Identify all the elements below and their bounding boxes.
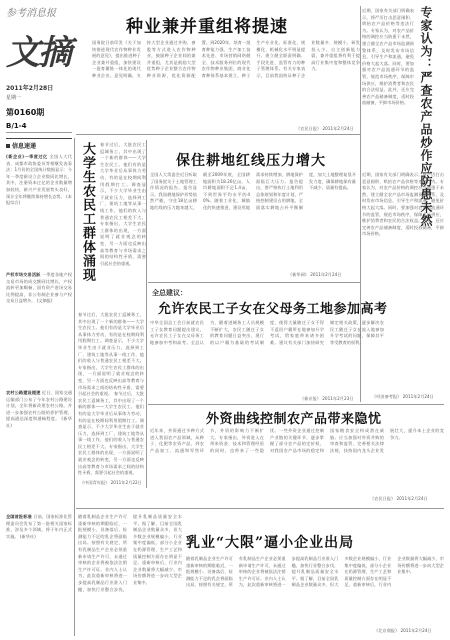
article-4-body: 全国人大常委会近日听取了国务院关于土地管理工作情况的报告。报告显示，我国耕地保护形势依然严峻，守住18亿亩耕地红线的压力越来越大。截至2009年底，全国耕地面积为18.26亿亩，人均耕地面积不足1.4亩，不到世界平均水平的40%。随着工业化、城镇化的快速推进，建设用地需求持续增加，耕地保护面临巨大压力。报告提出，要严格执行土地利用总体规划和年度计划，严格控制建设占用耕地，全面落实耕地占补平衡制度，加大土地整理复垦开发力度，确保耕地保有量不减少、质量有提高。 — [150, 172, 356, 210]
article-5-body: 中华全国总工会日前就农民工子女教育问题提出建议，允许农民工子女在父母务工地参加中考和高考。全总认为，随着进城务工人员规模不断扩大，农民工随迁子女的教育问题日益突出，现行的以户籍为基础的考试制度，使得大量随迁子女不得不返回户籍所在地参加升学考试，给家庭带来诸多困难。建议有关部门加快研究制定相关政策，逐步解决农民工随迁子女在流入地参加升学考试的问题，保障其平等受教育的权利。 — [150, 320, 384, 345]
info-box-divider — [74, 138, 75, 636]
article-5-rule — [148, 404, 444, 405]
info-box-title: 信息速递 — [6, 141, 72, 150]
info-box — [6, 138, 72, 637]
article-5-headline: 允许农民工子女在父母务工地参加高考 — [158, 302, 388, 317]
article-2-headline: 专家认为：严查农产品炒作应防患未然 — [419, 6, 433, 227]
article-3-byline: 《中国青年报》 2011年2月22日 — [80, 480, 142, 485]
issue-number: 第0160期 — [6, 108, 45, 117]
info-item: (新企业)一季度过亿 全国人大代表、成都市政协委员等相继发表看法：1月份的全国统计数据显示：今年一季度新设立企业数同比增长，其中，注册资本过亿的企业数量增加较快，新兴产业发展势头良好，预计全年将继续保持增长态势。 (本报综合) — [6, 154, 72, 206]
masthead-rule — [6, 132, 72, 133]
article-4-byline: 《新华网》 2011年2月24日 — [288, 272, 342, 277]
issue-weekday: 星期一 — [6, 95, 22, 101]
article-3-divider — [146, 140, 147, 488]
article-7-headline: 乳业“大限”逼小企业出局 — [186, 535, 355, 551]
article-1-headline: 种业兼并重组将提速 — [126, 17, 288, 37]
article-2-byline: 《经济参考报》 2011年2月24日 — [372, 394, 434, 399]
top-band-rule — [76, 134, 360, 135]
info-item: 全国首批标准 日前，国家标准化管理委员会发布了第一批相关国家标准，涉及多个领域，将于年内正式实施。 (新华社) — [6, 514, 72, 539]
article-7-body-continued: 随着乳制品企业生产许可重新审核的期限临近，一批规模小、设备落后、检测能力不足的乳企将面临出局。按照有关规定，所有乳制品生产企业必须重新申请生产许可，未通过审核的企业将被依法注销生产许可证。业内人士认为，此次重新审核将进一步提高乳制品行业准入门槛，加快行业整合步伐，提升乳制品质量安全水平。据了解，目前全国乳制品企业数量众多，但大多数企业规模偏小，行业集中度偏低，部分小企业在奶源管理、生产工艺和质量控制方面存在明显不足。重新审核后，行业内企业数量将大幅减少，市场份额将进一步向大型企业集中。 — [186, 556, 444, 588]
article-2-body-continued: 近期，国家有关部门明确表示，将严厉打击恶意囤积、哄抬农产品价格等违法行为。专家认为，对农产品价格的调控应当防患于未然，建立健全农产品市场监测预警体系，及时发布市场信息，引导生产和流通，避免价格大起大落。同时，要加强对农产品流通环节的监管，规范市场秩序，保障市场供应，维护消费者和农民的合法权益。此外，还应完善农产品储备制度，适时投放储备，平抑市场价格。 — [362, 172, 444, 237]
article-6-rule — [76, 508, 444, 509]
article-6-byline: 《农民日报》 2011年2月24日 — [370, 496, 428, 501]
article-3-headline: 大学生农民工群体涌现 — [80, 142, 95, 282]
article-1-body: 国务院日前印发《关于加快推进现代农作物种业发展的意见》，提出推进种子企业兼并重组，加快建设一批育繁推一体化的现代种业企业。意见明确，支持大型企业通过并购、参股等方式进入农作物种业，鼓励种子企业间的兼并重组，尤其是鼓励大型优势种子企业整合农作物种业资源，优化资源配置。到2020年，培育一批育种能力强、生产加工技术先进、市场营销网络健全、技术服务到位的现代农作物种业集团，商业化育种体系基本建立，种子生产专业化、标准化、规模化、机械化水平明显提升，建立健全职责明确、手段先进、监管有力的种子管理体系。有关专家表示，目前我国持证种子企业数量多、规模小，研发投入少，自主创新能力弱，兼并重组将有利于提高行业集中度和整体竞争力。 — [92, 40, 360, 78]
info-item: 农村公路建设提速 近日，国家交通运输部门公布了今年农村公路建设计划，全年将新改建农村公路，并进一步加强农村公路的养护管理，提高通达深度和通畅程度。 (新华社) — [6, 390, 72, 428]
article-3-body-continued: 春节过后，大批农民工返城务工，其中出现了一个新的群体——大学生农民工。他们有的是大学毕业后从事体力劳动，有的是在校期间利用假期打工。调查显示，不少大学毕业生由于就业压力，选择到工厂、建筑工地等从事一线工作，他们的收入与普通农民工相差不大。专家指出，大学生农民工群体的出现，一方面说明了就业观念的转变，另一方面也反映出高等教育与市场需求之间的结构性矛盾，需要引起社会的重视。 春节过后，大批农民工返城务工，其中出现了一个新的群体——大学生农民工。他们有的是大学毕业后从事体力劳动，有的是在校期间利用假期打工。调查显示，不少大学毕业生由于就业压力，选择到工厂、建筑工地等从事一线工作，他们的收入与普通农民工相差不大。专家指出，大学生农民工群体的出现，一方面说明了就业观念的转变，另一方面也反映出高等教育与市场需求之间的结构性矛盾，需要引起社会的重视。 — [78, 312, 144, 476]
issue-date: 2011年2月28日 — [6, 85, 54, 92]
article-5-byline: 《新京报》 2011年2月23日 — [300, 396, 354, 401]
article-3-body: 春节过后，大批农民工返城务工，其中出现了一个新的群体——大学生农民工。他们有的是大学毕业后从事体力劳动，有的是在校期间利用假期打工。调查显示，不少大学毕业生由于就业压力，选择到工厂、建筑工地等从事一线工作，他们的收入与普通农民工相差不大。专家指出，大学生农民工群体的出现，一方面说明了就业观念的转变，另一方面也反映出高等教育与市场需求之间的结构性矛盾，需要引起社会的重视。 — [100, 142, 146, 266]
info-item: 产权市场交易活跃 一季度各地产权交易市场的成交额同比增长，产权流转更加顺畅，国有资产进场交易比例提高，非公有制企业参与产权交易日益增多。 (文摘报) — [6, 272, 72, 304]
article-4-rule — [148, 282, 360, 283]
article-2-body: 近期，国家有关部门明确表示，将严厉打击恶意囤积、哄抬农产品价格等违法行为。专家认为，对农产品价格的调控应当防患于未然，建立健全农产品市场监测预警体系，及时发布市场信息，引导生产和流通，避免价格大起大落。同时，要加强对农产品流通环节的监管，规范市场秩序，保障市场供应，维护消费者和农民的合法权益。此外，还应完善农产品储备制度，适时投放储备，平抑市场价格。 — [362, 8, 414, 106]
article-4-headline: 保住耕地红线压力增大 — [176, 153, 326, 169]
article-1-byline: 《农民日报》 2011年2月24日 — [296, 126, 354, 131]
paper-name: 参考消息报 — [6, 8, 56, 19]
article-7-byline: 《北京商报》 2011年2月24日 — [374, 628, 432, 633]
article-6-body: 近年来，外资通过多种方式进入我国农产品领域，从种子、化肥等农资产品，到农产品加工、流通和零售环节，外资的影响力不断扩大。专家指出，外资进入在带来资金、技术和管理经验的同时，也带来了一些隐忧。一些外资企业通过控制产业链的关键环节，逐步掌握了部分农产品的定价权，对我国农产品市场的稳定和国家粮食安全构成潜在威胁。应当加强对外资并购的审查和监管，完善相关法律法规，扶持国内龙头企业发展壮大，提升本土企业的竞争力。 — [150, 428, 444, 453]
article-5-kicker: 全总建议： — [152, 289, 187, 297]
article-7-body: 随着乳制品企业生产许可重新审核的期限临近，一批规模小、设备落后、检测能力不足的乳企将面临出局。按照有关规定，所有乳制品生产企业必须重新申请生产许可，未通过审核的企业将被依法注销生产许可证。业内人士认为，此次重新审核将进一步提高乳制品行业准入门槛，加快行业整合步伐，提升乳制品质量安全水平。据了解，目前全国乳制品企业数量众多，但大多数企业规模偏小，行业集中度偏低，部分小企业在奶源管理、生产工艺和质量控制方面存在明显不足。重新审核后，行业内企业数量将大幅减少，市场份额将进一步向大型企业集中。 — [78, 514, 182, 592]
masthead — [6, 4, 90, 132]
issue-pages: B/1-4 — [6, 122, 27, 130]
info-icon — [6, 144, 10, 148]
section-title: 文摘 — [6, 33, 70, 73]
article-6-headline: 外资曲线控制农产品带来隐忧 — [206, 412, 382, 427]
